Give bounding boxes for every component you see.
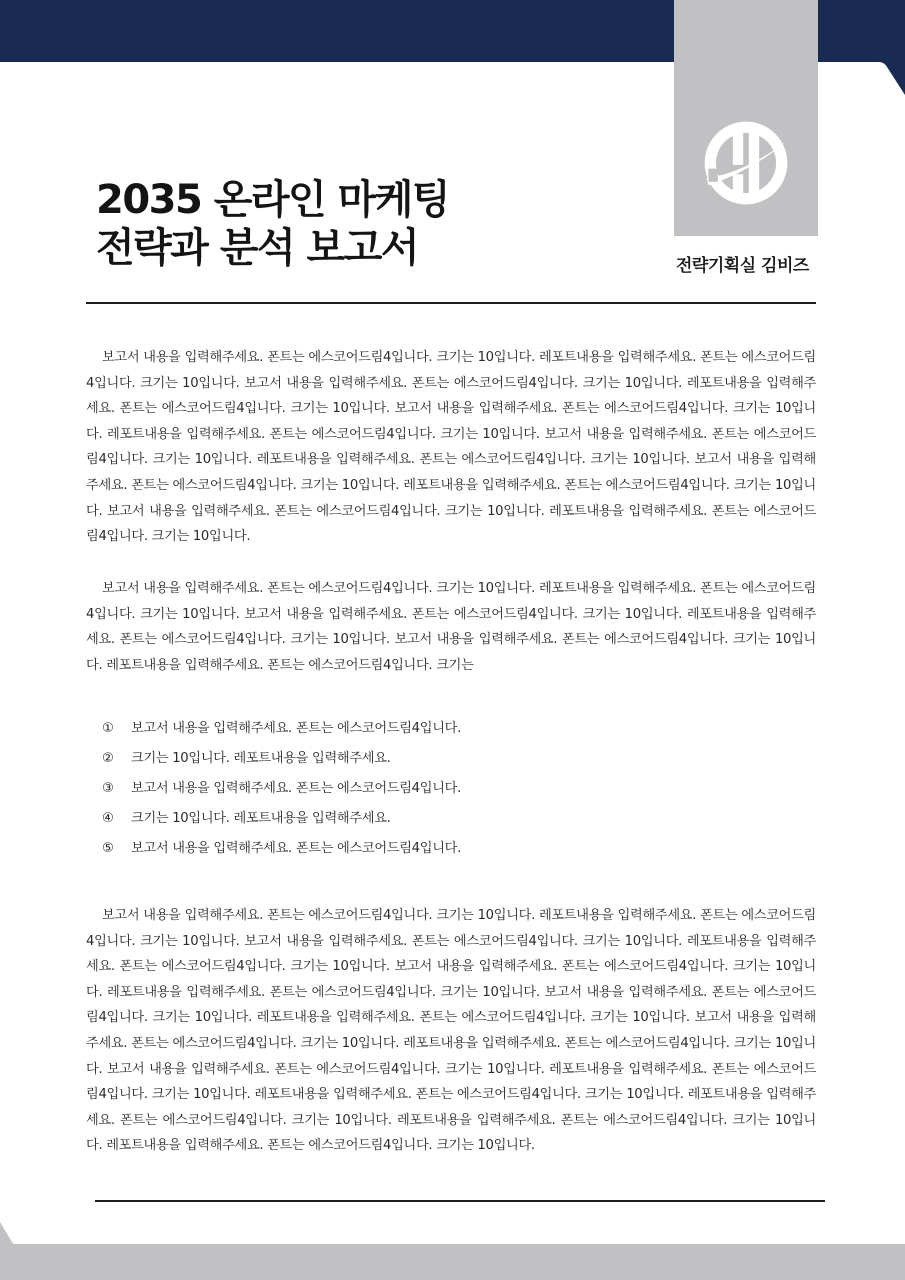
list-text: 보고서 내용을 입력해주세요. 폰트는 에스코어드림4입니다. (131, 781, 461, 796)
list-text: 보고서 내용을 입력해주세요. 폰트는 에스코어드림4입니다. (131, 721, 461, 736)
list-item (102, 834, 461, 864)
footer-divider (95, 1200, 825, 1202)
footer-corner-decoration (0, 1222, 24, 1246)
list-item (102, 774, 461, 804)
list-item (102, 714, 461, 744)
list-text: 크기는 10입니다. 레포트내용을 입력해주세요. (131, 811, 391, 826)
list-item (102, 804, 461, 834)
list-text: 크기는 10입니다. 레포트내용을 입력해주세요. (131, 751, 391, 766)
title-line-1: 2035 온라인 마케팅 (96, 177, 450, 223)
author-label: 전략기획실 김비즈 (676, 256, 809, 276)
list-item (102, 744, 461, 774)
footer-band (0, 1244, 905, 1280)
circle-h-swoosh-logo-icon (699, 116, 793, 210)
header-corner-decoration (865, 61, 905, 101)
numbered-list (102, 714, 461, 864)
list-number: ① (102, 721, 114, 736)
logo-panel (674, 0, 818, 236)
body-paragraph-3: 보고서 내용을 입력해주세요. 폰트는 에스코어드림4입니다. 크기는 10입니다. 레포트내용을 입력해주세요. 폰트는 에스코어드림4입니다. 크기는 10입니다. 보고서 내용을 입력해주세요. 폰트는 에스코어드림4입니다. 크기는 10입니다. 레포트내용을 입력해주세요. 폰트는 에스코어드림4입니다. 크기는 10입니다. 보고서 내용을 입력해주세요. 폰트는 에스코어드림4입니다. 크기는 10입니다. 레포트내용을 입력해주세요. 폰트는 에스코어드림4입니다. 크기는 10입니다. 보고서 내용을 입력해주세요. 폰트는 에스코어드림4입니다. 크기는 10입니다. 레포트내용을 입력해주세요. 폰트는 에스코어드림4입니다. 크기는 10입니다. 보고서 내용을 입력해주세요. 폰트는 에스코어드림4입니다. 크기는 10입니다. 레포트내용을 입력해주세요. 폰트는 에스코어드림4입니다. 크기는 10입니다. 보고서 내용을 입력해주세요. 폰트는 에스코어드림4입니다. 크기는 10입니다. 레포트내용을 입력해주세요. 폰트는 에스코어드림4입니다. 크기는 10입니다. 레포트내용을 입력해주세요. 폰트는 에스코어드림4입니다. 크기는 10입니다. 레포트내용을 입력해주세요. 폰트는 에스코어드림4입니다. 크기는 10입니다. 레포트내용을 입력해주세요. 폰트는 에스코어드림4입니다. 크기는 10입니다. 레포트내용을 입력해주세요. 폰트는 에스코어드림4입니다. 크기는 10입니다. (86, 908, 816, 1154)
list-text: 보고서 내용을 입력해주세요. 폰트는 에스코어드림4입니다. (131, 841, 461, 856)
page-title (96, 176, 449, 272)
list-number: ③ (102, 781, 114, 796)
list-number: ⑤ (102, 841, 114, 856)
title-line-2: 전략과 분석 보고서 (96, 225, 418, 271)
list-number: ④ (102, 811, 114, 826)
body-paragraph-2: 보고서 내용을 입력해주세요. 폰트는 에스코어드림4입니다. 크기는 10입니다. 레포트내용을 입력해주세요. 폰트는 에스코어드림4입니다. 크기는 10입니다. 보고서 내용을 입력해주세요. 폰트는 에스코어드림4입니다. 크기는 10입니다. 레포트내용을 입력해주세요. 폰트는 에스코어드림4입니다. 크기는 10입니다. 보고서 내용을 입력해주세요. 폰트는 에스코어드림4입니다. 크기는 10입니다. 레포트내용을 입력해주세요. 폰트는 에스코어드림4입니다. 크기는 (86, 581, 816, 673)
list-number: ② (102, 751, 114, 766)
title-divider (86, 302, 816, 304)
body-paragraph-1: 보고서 내용을 입력해주세요. 폰트는 에스코어드림4입니다. 크기는 10입니다. 레포트내용을 입력해주세요. 폰트는 에스코어드림4입니다. 크기는 10입니다. 보고서 내용을 입력해주세요. 폰트는 에스코어드림4입니다. 크기는 10입니다. 레포트내용을 입력해주세요. 폰트는 에스코어드림4입니다. 크기는 10입니다. 보고서 내용을 입력해주세요. 폰트는 에스코어드림4입니다. 크기는 10입니다. 레포트내용을 입력해주세요. 폰트는 에스코어드림4입니다. 크기는 10입니다. 보고서 내용을 입력해주세요. 폰트는 에스코어드림4입니다. 크기는 10입니다. 레포트내용을 입력해주세요. 폰트는 에스코어드림4입니다. 크기는 10입니다. 보고서 내용을 입력해주세요. 폰트는 에스코어드림4입니다. 크기는 10입니다. 레포트내용을 입력해주세요. 폰트는 에스코어드림4입니다. 크기는 10입니다. 보고서 내용을 입력해주세요. 폰트는 에스코어드림4입니다. 크기는 10입니다. 레포트내용을 입력해주세요. 폰트는 에스코어드림4입니다. 크기는 10입니다. (86, 350, 816, 545)
